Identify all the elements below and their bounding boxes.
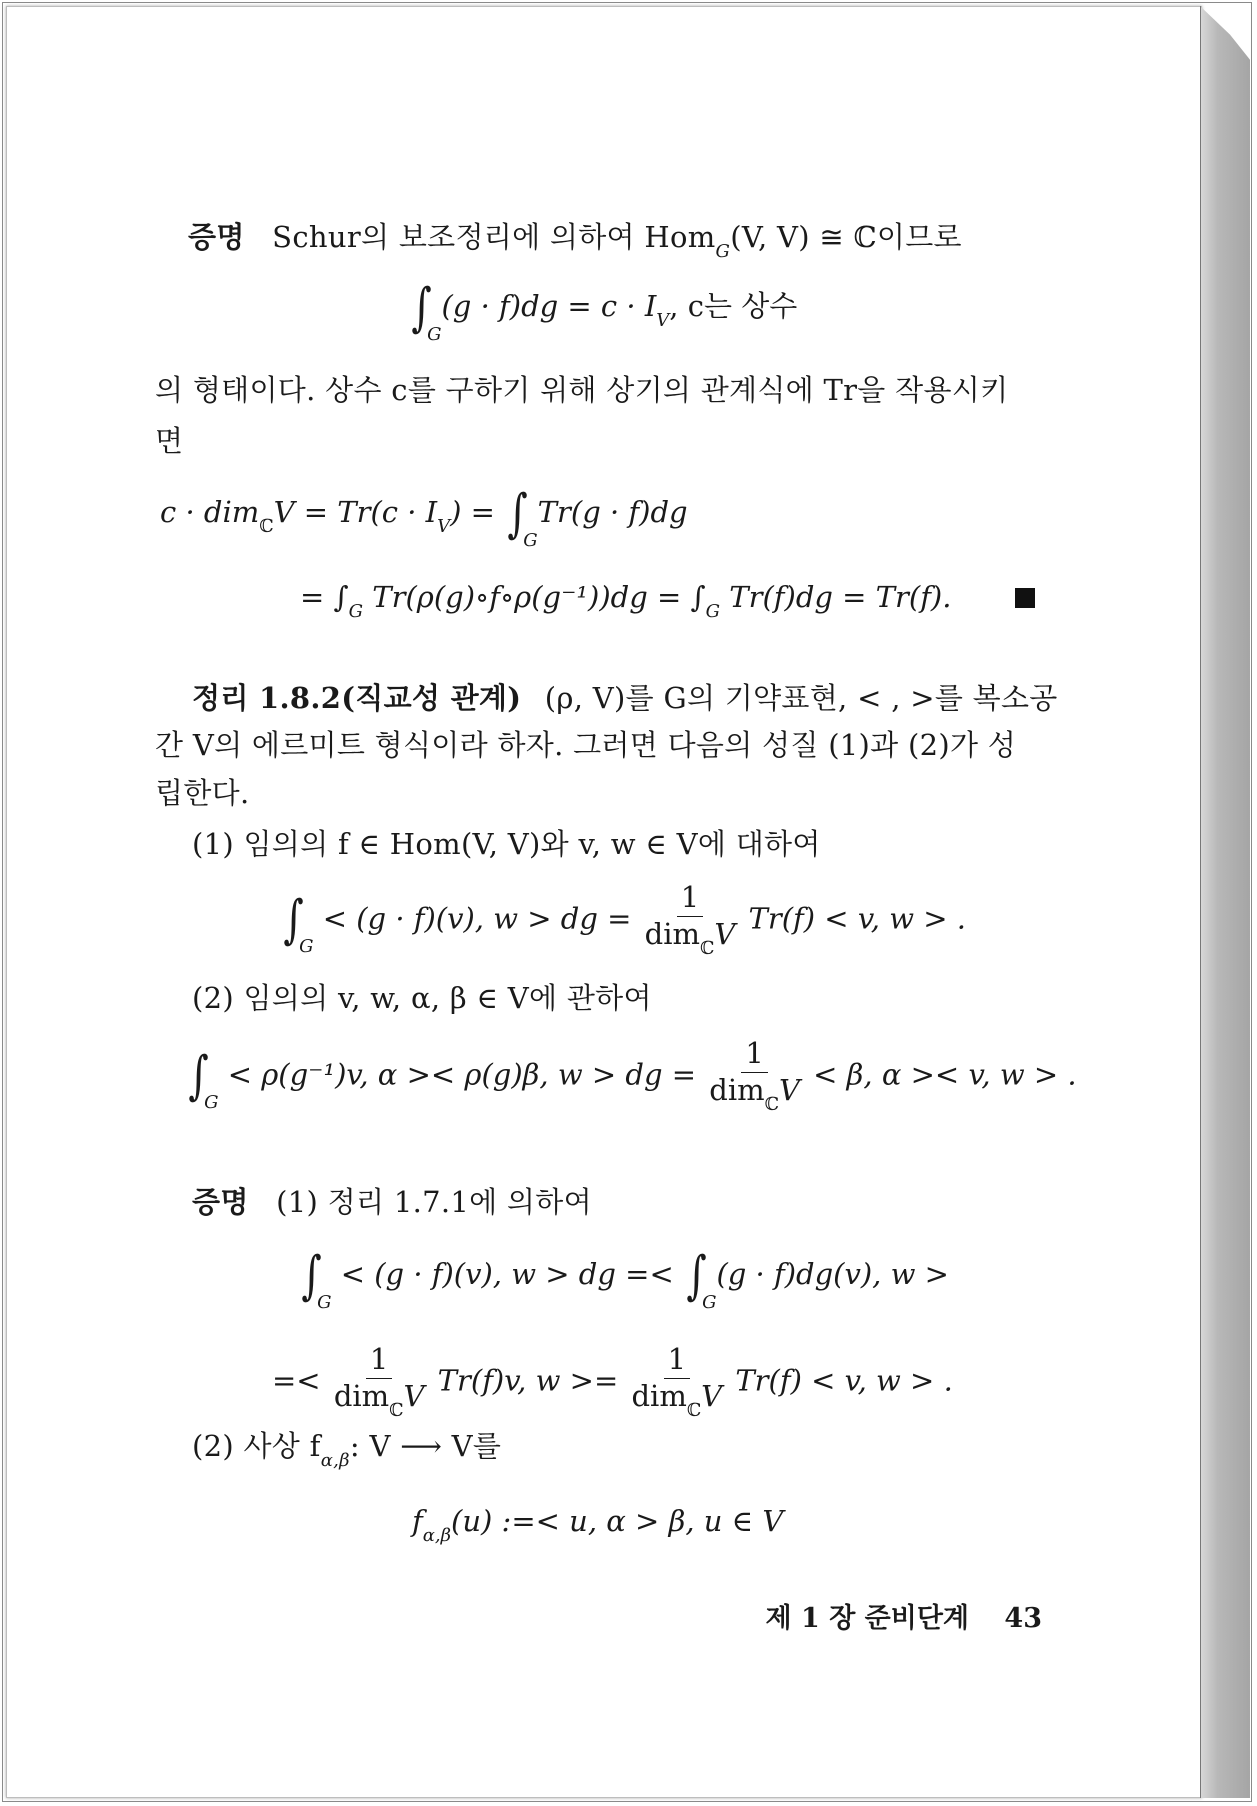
eq3-lhs: < (g · f)(v), w > dg = bbox=[322, 901, 632, 936]
dim-v: V bbox=[778, 1072, 800, 1107]
equation-2a bbox=[160, 484, 688, 551]
proof-text: (1) 정리 1.7.1에 의하여 bbox=[276, 1185, 592, 1219]
dim-sub: ℂ bbox=[389, 1399, 404, 1421]
eq3-rhs: Tr(f) < v, w > . bbox=[748, 901, 966, 936]
proof-line-1 bbox=[188, 219, 962, 270]
integral-sign: ∫ bbox=[411, 278, 432, 338]
claim-1: (1) 임의의 f ∈ Hom(V, V)와 v, w ∈ V에 대하여 bbox=[192, 827, 821, 861]
fraction bbox=[631, 1344, 722, 1421]
fraction-denominator bbox=[334, 1379, 425, 1421]
dim-sub: ℂ bbox=[700, 937, 715, 959]
fraction-numerator: 1 bbox=[741, 1038, 767, 1073]
theorem-text: (ρ, V)를 G의 기약표현, < , >를 복소공 bbox=[544, 681, 1058, 715]
integral-subscript: G bbox=[523, 530, 538, 551]
integral-subscript: G bbox=[427, 324, 442, 345]
dim-sub: ℂ bbox=[686, 1399, 702, 1421]
integral-subscript: G bbox=[317, 1292, 332, 1313]
page-edge-stack bbox=[1200, 6, 1250, 1798]
dim-text: dim bbox=[333, 1378, 390, 1413]
eq2a-tail: Tr(g · f)dg bbox=[537, 495, 688, 529]
equation-6 bbox=[272, 1344, 953, 1421]
fraction bbox=[645, 882, 736, 959]
page-number: 43 bbox=[1004, 1603, 1042, 1634]
theorem-label: 정리 1.8.2(직교성 관계) bbox=[192, 681, 522, 715]
qed-square-icon bbox=[1015, 588, 1035, 608]
eq6-c: Tr(f) < v, w > . bbox=[735, 1363, 953, 1398]
fraction-denominator bbox=[631, 1379, 722, 1421]
theorem-line-1 bbox=[192, 680, 1058, 716]
dim-v: V bbox=[714, 916, 736, 951]
dim-text: dim bbox=[709, 1072, 765, 1107]
claim3-sub: α,β bbox=[320, 1450, 350, 1471]
dim-v: V bbox=[403, 1378, 425, 1413]
hom-subscript: G bbox=[715, 241, 731, 262]
dim-text: dim bbox=[644, 916, 701, 951]
paragraph-1a: 의 형태이다. 상수 c를 구하기 위해 상기의 관계식에 Tr을 작용시키 bbox=[155, 373, 1009, 407]
eq2b-start: = ∫ bbox=[300, 580, 349, 614]
dim-v: V bbox=[701, 1378, 723, 1413]
eq5-a: < (g · f)(v), w > dg =< bbox=[340, 1257, 674, 1291]
eq5-b: (g · f)dg(v), w > bbox=[716, 1257, 949, 1291]
integral-subscript: G bbox=[702, 1292, 717, 1313]
eq2b-sub1: G bbox=[348, 601, 364, 622]
claim3-a: (2) 사상 f bbox=[192, 1429, 321, 1463]
equation-3 bbox=[280, 882, 966, 959]
proof2-line bbox=[192, 1184, 592, 1220]
fraction bbox=[334, 1344, 425, 1421]
identity-subscript: V bbox=[656, 310, 670, 331]
equation-tail: , c는 상수 bbox=[669, 289, 798, 323]
theorem-line-3: 립한다. bbox=[155, 776, 250, 810]
equation-body: (g · f)dg = c · I bbox=[441, 289, 657, 323]
theorem-line-2: 간 V의 에르미트 형식이라 하자. 그러면 다음의 성질 (1)과 (2)가 성 bbox=[155, 728, 1017, 762]
eq4-rhs: < β, α >< v, w > . bbox=[813, 1057, 1077, 1092]
integral-sign: ∫ bbox=[283, 890, 304, 951]
eq2a-lhs: c · dim bbox=[160, 495, 260, 529]
eq7-a: f bbox=[412, 1504, 423, 1538]
paragraph-1b: 면 bbox=[155, 424, 184, 458]
eq2a-mid: V = Tr(c · I bbox=[273, 495, 438, 529]
eq2a-sub-v: V bbox=[437, 516, 451, 537]
equation-2b bbox=[300, 580, 951, 622]
eq4-lhs: < ρ(g⁻¹)v, α >< ρ(g)β, w > dg = bbox=[227, 1057, 697, 1092]
equation-5 bbox=[298, 1246, 949, 1313]
integral-subscript: G bbox=[204, 1092, 219, 1114]
dim-sub: ℂ bbox=[764, 1093, 779, 1115]
equation-1 bbox=[408, 278, 798, 345]
eq2b-tail: Tr(f)dg = Tr(f). bbox=[729, 580, 952, 614]
eq7-b: (u) :=< u, α > β, u ∈ V bbox=[451, 1504, 784, 1538]
eq2a-field: ℂ bbox=[259, 516, 274, 537]
integral-sign: ∫ bbox=[507, 484, 528, 544]
proof-text-tail: (V, V) ≅ ℂ이므로 bbox=[730, 220, 962, 254]
integral-sign: ∫ bbox=[686, 1246, 707, 1306]
eq6-b: Tr(f)v, w >= bbox=[437, 1363, 619, 1398]
fraction-numerator: 1 bbox=[677, 882, 703, 917]
integral-subscript: G bbox=[299, 936, 314, 958]
integral-sign: ∫ bbox=[188, 1046, 209, 1107]
eq2b-sub2: G bbox=[705, 601, 721, 622]
page-edge-line bbox=[1200, 6, 1201, 1798]
eq2a-rest: ) = bbox=[450, 495, 495, 529]
claim-3 bbox=[192, 1428, 501, 1479]
fraction bbox=[709, 1038, 800, 1115]
equation-7 bbox=[412, 1504, 783, 1546]
dim-text: dim bbox=[631, 1378, 687, 1413]
proof-label: 증명 bbox=[192, 1185, 249, 1219]
eq6-a: =< bbox=[272, 1363, 321, 1398]
eq2b-mid: Tr(ρ(g)∘f∘ρ(g⁻¹))dg = ∫ bbox=[372, 580, 706, 614]
fraction-denominator bbox=[709, 1073, 800, 1115]
proof-label: 증명 bbox=[188, 220, 245, 254]
fraction-denominator bbox=[645, 917, 736, 959]
page-footer bbox=[766, 1596, 1042, 1635]
claim-2: (2) 임의의 v, w, α, β ∈ V에 관하여 bbox=[192, 981, 652, 1015]
claim3-b: : V ⟶ V를 bbox=[349, 1429, 502, 1463]
fraction-numerator: 1 bbox=[664, 1344, 690, 1379]
chapter-title: 제 1 장 준비단계 bbox=[765, 1603, 970, 1634]
fraction-numerator: 1 bbox=[366, 1344, 392, 1379]
integral-sign: ∫ bbox=[301, 1246, 322, 1306]
proof-text: Schur의 보조정리에 의하여 Hom bbox=[272, 220, 716, 254]
equation-4 bbox=[185, 1038, 1077, 1115]
eq7-sub: α,β bbox=[422, 1525, 452, 1546]
